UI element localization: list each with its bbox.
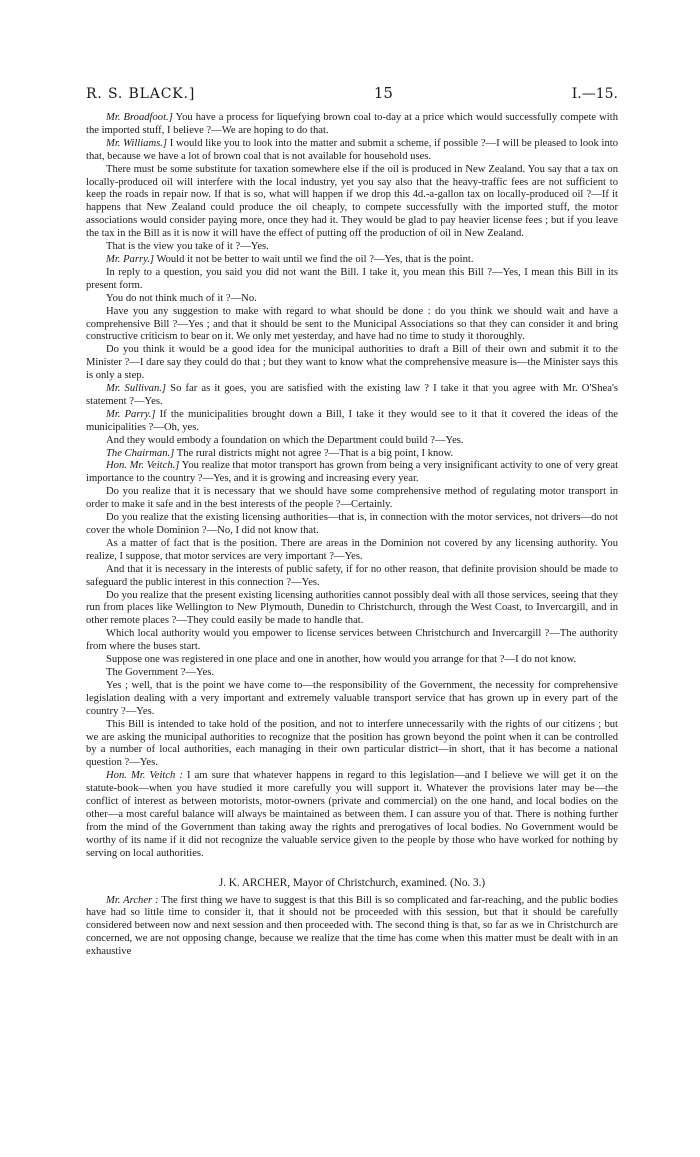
paragraph-text: As a matter of fact that is the position. There are areas in the Dominion not covered by any licensing authority. You realize, I suppose, that motor services are very important ?—Yes. <box>86 537 618 562</box>
paragraph <box>86 667 618 680</box>
paragraph <box>86 590 618 629</box>
speaker-label: Mr. Parry.] <box>106 408 156 420</box>
paragraph-text: The Government ?—Yes. <box>106 666 215 678</box>
paragraph <box>86 460 618 486</box>
speaker-label: Hon. Mr. Veitch.] <box>106 460 180 472</box>
page-header <box>86 84 618 102</box>
paragraph-text: So far as it goes, you are satisfied with the existing law ? I take it that you agree with Mr. O'Shea's statement ?—Yes. <box>86 383 618 407</box>
speaker-label: Mr. Williams.] <box>106 137 168 149</box>
paragraph-text: Do you realize that the existing licensing authorities—that is, in connection with the motor services, not drivers—do not cover the whole Dominion ?—No, I did not know that. <box>86 512 618 536</box>
paragraph-text: The first thing we have to suggest is that this Bill is so complicated and far-reaching, and the public bodies have had so little time to consider it, that it should not be proceeded with this session, but that it should be carefully considered between now and next session and then proceeded with. The second thing is that, so far as we in Christchurch are concerned, we are not opposing change, because we realize that the time has come when this matter must be dealt with in an exhaustive <box>86 894 619 958</box>
paragraph <box>86 138 618 164</box>
paragraph-text: Yes ; well, that is the point we have come to—the responsibility of the Government, the necessity for comprehensive legislation dealing with a very important and extremely valuable transport service that has grown up in every part of the country ?—Yes. <box>86 679 618 717</box>
paragraph <box>86 254 618 267</box>
speaker-label: Hon. Mr. Veitch : <box>106 770 183 782</box>
paragraph <box>86 241 618 254</box>
paragraph-text: Do you realize that the present existing licensing authorities cannot possibly deal with all those services, seeing that they run from places like Wellington to New Plymouth, Dunedin to Christchurch, through the West Coast, to Invercargill, and in other remote places ?—They could easily be made to handle that. <box>86 589 618 627</box>
paragraph <box>86 435 618 448</box>
paragraph <box>86 448 618 461</box>
paragraph <box>86 680 618 719</box>
archer-evidence-body <box>86 895 618 960</box>
paragraph-text: And they would embody a foundation on which the Department could build ?—Yes. <box>106 434 464 446</box>
paragraph-text: Which local authority would you empower to license services between Christchurch and Invercargill ?—The authority from where the buses start. <box>86 628 618 653</box>
paragraph-text: That is the view you take of it ?—Yes. <box>106 241 269 253</box>
paragraph <box>86 409 618 435</box>
speaker-label: Mr. Archer : <box>106 894 159 906</box>
page-number: 15 <box>373 84 393 102</box>
paragraph-text: If the municipalities brought down a Bill, I take it they would see to it that it covered the ideas of the municipalities ?—Oh, yes. <box>86 408 618 433</box>
speaker-label: Mr. Sullivan.] <box>106 383 167 395</box>
paragraph-text: This Bill is intended to take hold of the position, and not to interfere unnecessarily with the rights of our citizens ; but we are asking the municipal authorities to recognize that the position has grown beyond the point when it can be controlled by a number of local authorities, each managing in their own particular district—in short, that it has become a national question ?—Yes. <box>86 718 618 769</box>
paragraph-text: Would it not be better to wait until we find the oil ?—Yes, that is the point. <box>153 253 474 265</box>
section-heading: J. K. ARCHER, Mayor of Christchurch, examined. (No. 3.) <box>218 876 486 889</box>
paragraph <box>86 770 618 860</box>
paragraph <box>86 538 618 564</box>
paragraph-text: In reply to a question, you said you did not want the Bill. I take it, you mean this Bill ?—Yes, I mean this Bill in its present form. <box>86 266 618 291</box>
speaker-label: Mr. Parry.] <box>106 253 154 265</box>
paragraph-text: I am sure that whatever happens in regard to this legislation—and I believe we will get it on the statute-book—when you have studied it more carefully you will support it. Whatever the provisions later may be—the conflict of interest as between motorists, motor-owners (private and commercial) on the one hand, and local bodies on the other—a most careful balance will always be maintained as between them. I can assure you of that. There is nothing further from the mind of the Government than taking away the rights and prerogatives of local bodies. No Government would be worthy of its name if it did not recognize the valuable service given to the people by those who have worked for nothing by serving on local authorities. <box>86 770 618 859</box>
paragraph <box>86 383 618 409</box>
paragraph <box>86 112 618 138</box>
paragraph-text: Do you realize that it is necessary that we should have some comprehensive method of regulating motor transport in order to make it safe and in the best interests of the people ?—Certainly. <box>86 486 618 511</box>
paragraph <box>86 293 618 306</box>
paragraph <box>86 628 618 654</box>
paragraph <box>86 164 618 241</box>
paragraph <box>86 344 618 383</box>
paragraph <box>86 486 618 512</box>
paragraph <box>86 267 618 293</box>
evidence-body <box>86 112 618 861</box>
paragraph-text: You realize that motor transport has grown from being a very insignificant activity to one of very great importance to the country ?—Yes, and it is growing and increasing every year. <box>86 460 619 485</box>
paragraph <box>86 512 618 538</box>
paragraph-text: And that it is necessary in the interests of public safety, if for no other reason, that definite provision should be made to safeguard the public interest in this connection ?—Yes. <box>86 563 618 588</box>
paragraph <box>86 654 618 667</box>
paragraph-text: I would like you to look into the matter and submit a scheme, if possible ?—I will be pleased to look into that, because we have a lot of brown coal that is not available for household uses. <box>86 137 618 162</box>
paragraph <box>86 564 618 590</box>
document-reference: I.—15. <box>571 86 618 102</box>
speaker-label: Mr. Broadfoot.] <box>106 112 173 123</box>
witness-name: R. S. BLACK.] <box>86 86 196 102</box>
paragraph <box>86 306 618 345</box>
paragraph-text: You do not think much of it ?—No. <box>106 292 257 304</box>
paragraph-text: You have a process for liquefying brown coal to-day at a price which would successfully compete with the imported stuff, I believe ?—We are hoping to do that. <box>86 112 618 136</box>
paragraph-text: Suppose one was registered in one place and one in another, how would you arrange for that ?—I do not know. <box>106 654 577 666</box>
paragraph-text: The rural districts might not agree ?—That is a big point, I know. <box>174 447 454 459</box>
paragraph-text: Do you think it would be a good idea for the municipal authorities to draft a Bill of their own and submit it to the Minister ?—I dare say they could do that ; but they want to know what the comprehensive measure is—the Minister says this is only a step. <box>86 344 618 382</box>
paragraph <box>86 895 618 960</box>
paragraph-text: There must be some substitute for taxation somewhere else if the oil is produced in New Zealand. You say that a tax on locally-produced oil will interfere with the local industry, yet you say also that the heavy-traffic fees are not sufficient to keep the roads in repair now. If that is so, what will happen if we drop this 4d.-a-gallon tax on locally-produced oil ?—If it happens that New Zealand could produce the oil cheaply, to compete successfully with the imported stuff, the motor associations would consider paying more, once they had it. They would be glad to pay heavier license fees ; but if you leave the tax in the Bill as it is now it will have the effect of putting off the production of oil in New Zealand. <box>86 163 618 240</box>
paragraph <box>86 719 618 771</box>
speaker-label: The Chairman.] <box>106 447 175 459</box>
paragraph-text: Have you any suggestion to make with regard to what should be done : do you think we should wait and have a comprehensive Bill ?—Yes ; and that it should be sent to the Municipal Associations so that they can consider it and bring constructive criticism to bear on it. We only met yesterday, and have had no time to study it thoroughly. <box>86 305 618 343</box>
